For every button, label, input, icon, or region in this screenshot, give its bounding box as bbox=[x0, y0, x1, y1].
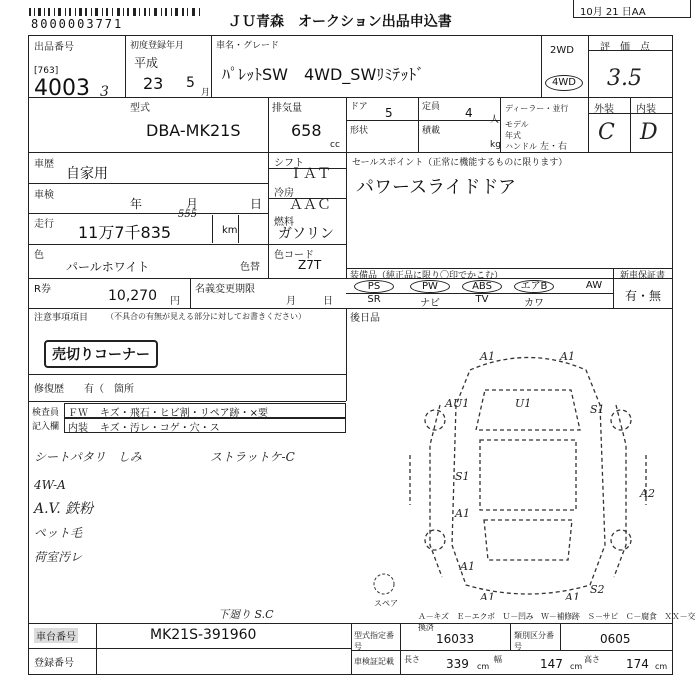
damage-legend: Ａ－キズ Ｅ－エクボ Ｕ－凹み Ｗ－補修跡 Ｓ－サビ Ｃ－腐食 ＸＸ－交換済 bbox=[418, 612, 696, 632]
drive-4wd-circle bbox=[545, 75, 583, 91]
equip-airbag: エアB bbox=[514, 280, 554, 293]
first-reg-era: 平成 bbox=[134, 56, 159, 70]
exterior-label: 外装 bbox=[594, 104, 614, 115]
mileage-unit: km bbox=[222, 225, 238, 236]
transfer-month: 月 bbox=[286, 296, 296, 307]
drive-2wd: 2WD bbox=[550, 45, 574, 56]
warranty-value: 有・無 bbox=[625, 289, 662, 303]
notes-stamp: 売切りコーナー bbox=[44, 340, 158, 368]
width-label: 幅 bbox=[494, 655, 502, 664]
chassis-label: 車台番号 bbox=[34, 628, 78, 643]
inspector-row1-text: キズ・飛石・ヒビ割・リペア跡・×要 bbox=[100, 408, 268, 419]
barcode-box bbox=[27, 8, 207, 30]
mileage-value: 11万7千835 bbox=[78, 223, 172, 242]
fuel-label: 燃料 bbox=[274, 217, 294, 228]
diag-mark-8: A1 bbox=[460, 560, 475, 573]
diag-mark-11: S2 bbox=[590, 583, 605, 596]
capacity-label: 定員 bbox=[422, 102, 441, 112]
recycle-value: 10,270 bbox=[108, 288, 157, 304]
equip-pw: PW bbox=[410, 280, 450, 293]
diag-mark-5: S1 bbox=[590, 403, 605, 416]
model-label: 型式 bbox=[130, 103, 150, 114]
type-label: 型式指定番号 bbox=[354, 631, 394, 651]
lot-sub: [763] bbox=[34, 66, 59, 76]
equip-tv: TV bbox=[475, 294, 489, 305]
transfer-day: 日 bbox=[323, 296, 333, 307]
mileage-label: 走行 bbox=[34, 219, 54, 230]
barcode-number: 8000003771 bbox=[31, 17, 124, 31]
width-unit: cm bbox=[570, 662, 583, 671]
sales-point-value: パワースライドドア bbox=[356, 177, 517, 198]
equip-sr: SR bbox=[367, 294, 381, 305]
car-name-value: ﾊﾟﾚｯﾄSW 4WD_SWﾘﾐﾃｯﾄﾞ bbox=[222, 65, 425, 84]
color-label: 色 bbox=[34, 250, 44, 261]
color-change-label: 色替 bbox=[240, 262, 260, 273]
repair-label: 修復歴 bbox=[34, 384, 64, 395]
hw-note-right-1: ストラットケ-C bbox=[210, 450, 295, 464]
len-label: 長さ bbox=[404, 655, 420, 664]
doors-value: 5 bbox=[385, 106, 393, 120]
first-reg-month: 5 bbox=[186, 75, 195, 91]
usage-label: 車歴 bbox=[34, 159, 54, 170]
class-value: 0605 bbox=[600, 632, 631, 646]
hw-note-2: 4W-A bbox=[34, 478, 66, 492]
grade-label: 評 価 点 bbox=[600, 42, 650, 53]
diag-mark-9: A1 bbox=[480, 591, 495, 600]
notes-label: 注意事項項目 bbox=[34, 313, 89, 323]
inspection-day: 日 bbox=[250, 197, 263, 211]
displacement-unit: cc bbox=[330, 140, 340, 150]
inspector-label-2: 記入欄 bbox=[32, 422, 60, 432]
recycle-unit: 円 bbox=[170, 296, 180, 307]
inspector-label-1: 検査員 bbox=[32, 408, 60, 418]
len-unit: cm bbox=[477, 662, 490, 671]
color-value: パールホワイト bbox=[66, 260, 150, 274]
date-text: 10月 21 日AA bbox=[580, 7, 646, 18]
doors-label: ドア bbox=[350, 102, 368, 112]
capacity-unit: 人 bbox=[490, 115, 500, 125]
chassis-value: MK21S-391960 bbox=[150, 627, 257, 643]
equip-navi: ナビ bbox=[420, 298, 440, 309]
inspector-row1-label: ＦＷ bbox=[68, 408, 88, 419]
shape-label: 形状 bbox=[350, 126, 369, 136]
mileage-handwritten: 555 bbox=[178, 209, 198, 220]
registration-label: 登録番号 bbox=[34, 658, 74, 669]
car-damage-diagram bbox=[400, 345, 660, 600]
diag-mark-1: A1 bbox=[480, 350, 495, 363]
interior-label: 内装 bbox=[636, 104, 656, 115]
load-unit: kg bbox=[490, 140, 501, 150]
transfer-label: 名義変更期限 bbox=[195, 284, 255, 295]
inspection-year: 年 bbox=[130, 197, 143, 211]
color-code-value: Z7T bbox=[298, 258, 322, 272]
class-label: 類別区分番号 bbox=[514, 631, 554, 651]
aircon-label: 冷房 bbox=[274, 188, 294, 199]
shift-label: シフト bbox=[274, 158, 304, 169]
diag-mark-6: S1 bbox=[455, 470, 470, 483]
type-value: 16033 bbox=[436, 632, 475, 646]
diag-mark-3: AU1 bbox=[445, 397, 470, 410]
warranty-label: 新車保証書 bbox=[620, 271, 666, 281]
height-value: 174 bbox=[626, 657, 649, 671]
grade-value: 3.5 bbox=[607, 66, 642, 91]
inspection-month: 月 bbox=[186, 197, 199, 211]
aircon-value: ＡＡＣ bbox=[289, 197, 331, 213]
diag-mark-10: A1 bbox=[565, 591, 580, 600]
height-label: 高さ bbox=[584, 655, 600, 664]
lot-extra: 3 bbox=[100, 84, 109, 100]
equip-abs: ABS bbox=[462, 280, 502, 293]
diag-mark-4: U1 bbox=[515, 397, 532, 410]
width-value: 147 bbox=[540, 657, 563, 671]
hw-note-right-2: 下廻り S.C bbox=[218, 608, 274, 621]
capacity-value: 4 bbox=[465, 106, 473, 120]
recycle-label: R券 bbox=[34, 284, 51, 295]
usage-value: 自家用 bbox=[66, 166, 108, 182]
equipment-label: 装備品（純正品に限り〇印でかこむ） bbox=[350, 271, 504, 281]
equip-aw: AW bbox=[585, 280, 603, 291]
first-reg-month-unit: 月 bbox=[201, 88, 211, 98]
diag-mark-2: A1 bbox=[560, 350, 575, 363]
fuel-value: ガソリン bbox=[278, 226, 334, 242]
spare-label: スペア bbox=[374, 599, 398, 608]
form-title: ＪＵ青森 オークション出品申込書 bbox=[228, 14, 452, 30]
hw-note-1: シートパタリ しみ bbox=[34, 450, 142, 464]
lot-label: 出品番号 bbox=[34, 42, 74, 53]
sales-point-label: セールスポイント（正常に機能するものに限ります） bbox=[352, 158, 568, 168]
load-label: 積載 bbox=[422, 126, 441, 136]
lot-number: 4003 bbox=[34, 76, 90, 101]
height-unit: cm bbox=[655, 662, 668, 671]
model-year-label: モデル年式 bbox=[505, 120, 529, 140]
drive-4wd: 4WD bbox=[552, 77, 576, 88]
displacement-label: 排気量 bbox=[272, 103, 302, 114]
repair-value: 有（ 箇所 bbox=[84, 384, 134, 395]
displacement-value: 658 bbox=[291, 121, 322, 140]
spare-tire-icon bbox=[372, 572, 396, 596]
hw-note-5: 荷室汚レ bbox=[34, 550, 83, 564]
first-reg-year: 23 bbox=[143, 74, 164, 93]
dealer-label: ディーラー・並行 bbox=[505, 104, 569, 113]
equip-ps: PS bbox=[354, 280, 394, 293]
model-value: DBA-MK21S bbox=[146, 121, 241, 140]
shift-value: ＩＡＴ bbox=[289, 166, 331, 182]
date-box bbox=[573, 0, 691, 18]
handle-value: 左・右 bbox=[540, 142, 568, 152]
inspector-row2-label: 内装 bbox=[68, 423, 88, 434]
inspector-row2-text: キズ・汚レ・コゲ・穴・ス bbox=[100, 423, 220, 434]
diag-mark-7: A1 bbox=[455, 507, 470, 520]
equip-leather: カワ bbox=[524, 298, 544, 309]
diag-mark-12: A2 bbox=[640, 487, 655, 500]
rear-seat-label: 後日品 bbox=[350, 313, 380, 324]
exterior-value: C bbox=[598, 120, 615, 145]
hw-note-3: A.V. 鉄粉 bbox=[34, 501, 94, 517]
len-value: 339 bbox=[446, 657, 469, 671]
car-name-label: 車名・グレード bbox=[216, 41, 280, 51]
hw-note-4: ペット毛 bbox=[34, 526, 83, 540]
interior-value: D bbox=[640, 120, 658, 145]
handle-label: ハンドル bbox=[505, 142, 537, 151]
notes-sub: （不具合の有無が見える部分に対してお書きください） bbox=[106, 312, 306, 321]
cert-label: 車検証記載 bbox=[354, 657, 394, 666]
color-code-label: 色コード bbox=[274, 250, 314, 261]
inspection-label: 車検 bbox=[34, 190, 54, 201]
first-reg-label: 初度登録年月 bbox=[130, 41, 185, 51]
